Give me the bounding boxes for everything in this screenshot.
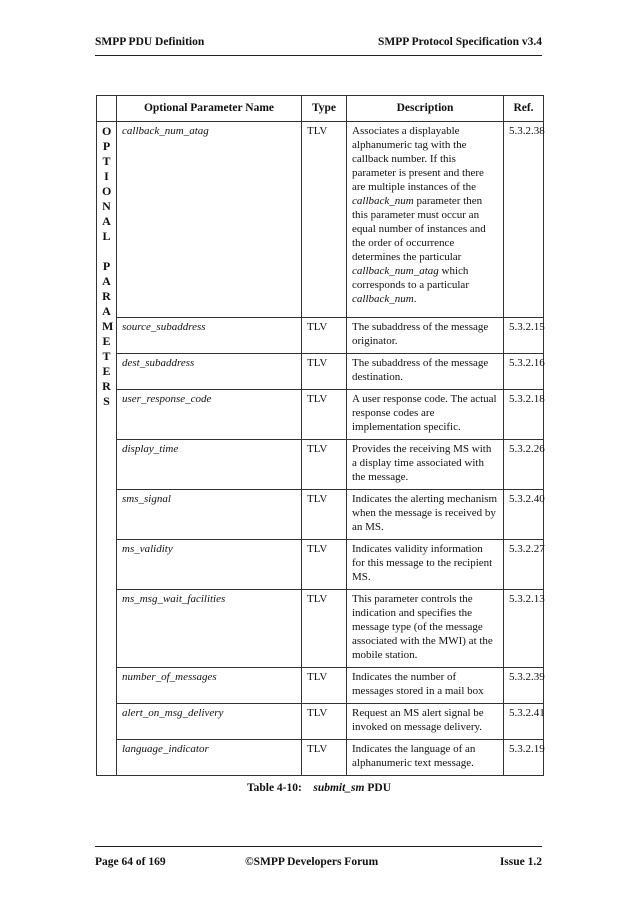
- side-label-letter: R: [102, 289, 111, 303]
- parameter-name-cell: number_of_messages: [117, 668, 302, 704]
- side-label-letter: P: [102, 139, 111, 153]
- side-label-letter: I: [104, 169, 109, 183]
- parameter-name-cell: language_indicator: [117, 740, 302, 776]
- description-cell: Indicates the language of an alphanumeric text message.: [347, 740, 504, 776]
- header-document-title: SMPP Protocol Specification v3.4: [378, 36, 542, 48]
- table-row: [97, 704, 544, 740]
- ref-cell: 5.3.2.40: [504, 490, 544, 540]
- parameter-name-cell: ms_msg_wait_facilities: [117, 590, 302, 668]
- parameter-name-cell: alert_on_msg_delivery: [117, 704, 302, 740]
- table-row: [97, 122, 544, 318]
- side-label-letter: N: [102, 199, 111, 213]
- parameter-name-cell: source_subaddress: [117, 318, 302, 354]
- type-cell: TLV: [302, 704, 347, 740]
- description-cell: Indicates the alerting mechanism when the message is received by an MS.: [347, 490, 504, 540]
- footer-rule: [95, 846, 542, 847]
- ref-cell: 5.3.2.19: [504, 740, 544, 776]
- optional-parameters-table: [96, 95, 544, 776]
- ref-cell: 5.3.2.39: [504, 668, 544, 704]
- type-cell: TLV: [302, 490, 347, 540]
- side-label-letter: A: [102, 214, 111, 228]
- parameter-name-cell: callback_num_atag: [117, 122, 302, 318]
- side-label-letter: O: [102, 124, 112, 138]
- ref-cell: 5.3.2.16: [504, 354, 544, 390]
- description-cell: The subaddress of the message destination.: [347, 354, 504, 390]
- parameter-name-cell: user_response_code: [117, 390, 302, 440]
- table-row: [97, 490, 544, 540]
- ref-cell: 5.3.2.38: [504, 122, 544, 318]
- caption-suffix: PDU: [367, 782, 391, 794]
- table-row: [97, 590, 544, 668]
- table-row: [97, 740, 544, 776]
- side-label-letter: E: [102, 334, 111, 348]
- type-cell: TLV: [302, 590, 347, 668]
- type-cell: TLV: [302, 668, 347, 704]
- side-label-letter: P: [102, 259, 111, 273]
- table-row: [97, 668, 544, 704]
- table-body: [97, 122, 544, 776]
- description-cell: The subaddress of the message originator.: [347, 318, 504, 354]
- side-label-letter: E: [102, 364, 111, 378]
- ref-cell: 5.3.2.15: [504, 318, 544, 354]
- parameter-name-cell: sms_signal: [117, 490, 302, 540]
- type-cell: TLV: [302, 390, 347, 440]
- side-label-letter: A: [102, 274, 111, 288]
- table-row: [97, 390, 544, 440]
- column-header-name: Optional Parameter Name: [117, 96, 302, 122]
- caption-title: submit_sm: [313, 782, 365, 794]
- parameter-name-cell: dest_subaddress: [117, 354, 302, 390]
- table-header-row: [97, 96, 544, 122]
- table-row: [97, 540, 544, 590]
- side-label-letter: L: [102, 229, 111, 243]
- side-label-letter: R: [102, 379, 111, 393]
- parameter-name-cell: ms_validity: [117, 540, 302, 590]
- ref-cell: 5.3.2.18: [504, 390, 544, 440]
- side-label-letter: T: [102, 349, 111, 363]
- type-cell: TLV: [302, 540, 347, 590]
- description-cell: Associates a displayable alphanumeric tag with the callback number. If this parameter is present and there are multiple instances of the callback_num parameter then this parameter must occur an equal number of instances and the order of occurrence determines the particular callback_num_atag which corresponds to a particular callback_num.: [347, 122, 504, 318]
- table-caption: [0, 782, 638, 794]
- side-label-letter: A: [102, 304, 111, 318]
- table-row: [97, 440, 544, 490]
- parameter-name-cell: display_time: [117, 440, 302, 490]
- type-cell: TLV: [302, 354, 347, 390]
- footer-page-number: Page 64 of 169: [95, 856, 166, 868]
- side-label-letter: [102, 244, 111, 259]
- optional-parameters-side-label: [97, 122, 117, 776]
- caption-label: Table 4-10:: [246, 782, 302, 794]
- description-cell: Indicates validity information for this message to the recipient MS.: [347, 540, 504, 590]
- ref-cell: 5.3.2.41: [504, 704, 544, 740]
- footer-issue: Issue 1.2: [499, 856, 542, 868]
- table-row: [97, 318, 544, 354]
- column-header-description: Description: [347, 96, 504, 122]
- column-header-type: Type: [302, 96, 347, 122]
- ref-cell: 5.3.2.27: [504, 540, 544, 590]
- corner-cell: [97, 96, 117, 122]
- description-cell: Indicates the number of messages stored in a mail box: [347, 668, 504, 704]
- footer-copyright: ©SMPP Developers Forum: [245, 856, 379, 868]
- description-cell: Request an MS alert signal be invoked on message delivery.: [347, 704, 504, 740]
- type-cell: TLV: [302, 740, 347, 776]
- header-rule: [95, 55, 542, 56]
- side-label-letter: M: [102, 319, 114, 333]
- table-row: [97, 354, 544, 390]
- description-cell: This parameter controls the indication and specifies the message type (of the message associated with the MWI) at the mobile station.: [347, 590, 504, 668]
- description-cell: Provides the receiving MS with a display time associated with the message.: [347, 440, 504, 490]
- ref-cell: 5.3.2.13: [504, 590, 544, 668]
- ref-cell: 5.3.2.26: [504, 440, 544, 490]
- side-label-letter: O: [102, 184, 112, 198]
- header-section-title: SMPP PDU Definition: [95, 36, 205, 48]
- side-label-letter: S: [103, 394, 110, 408]
- type-cell: TLV: [302, 122, 347, 318]
- column-header-ref: Ref.: [504, 96, 544, 122]
- side-label-letter: T: [102, 154, 111, 168]
- type-cell: TLV: [302, 318, 347, 354]
- type-cell: TLV: [302, 440, 347, 490]
- description-cell: A user response code. The actual response codes are implementation specific.: [347, 390, 504, 440]
